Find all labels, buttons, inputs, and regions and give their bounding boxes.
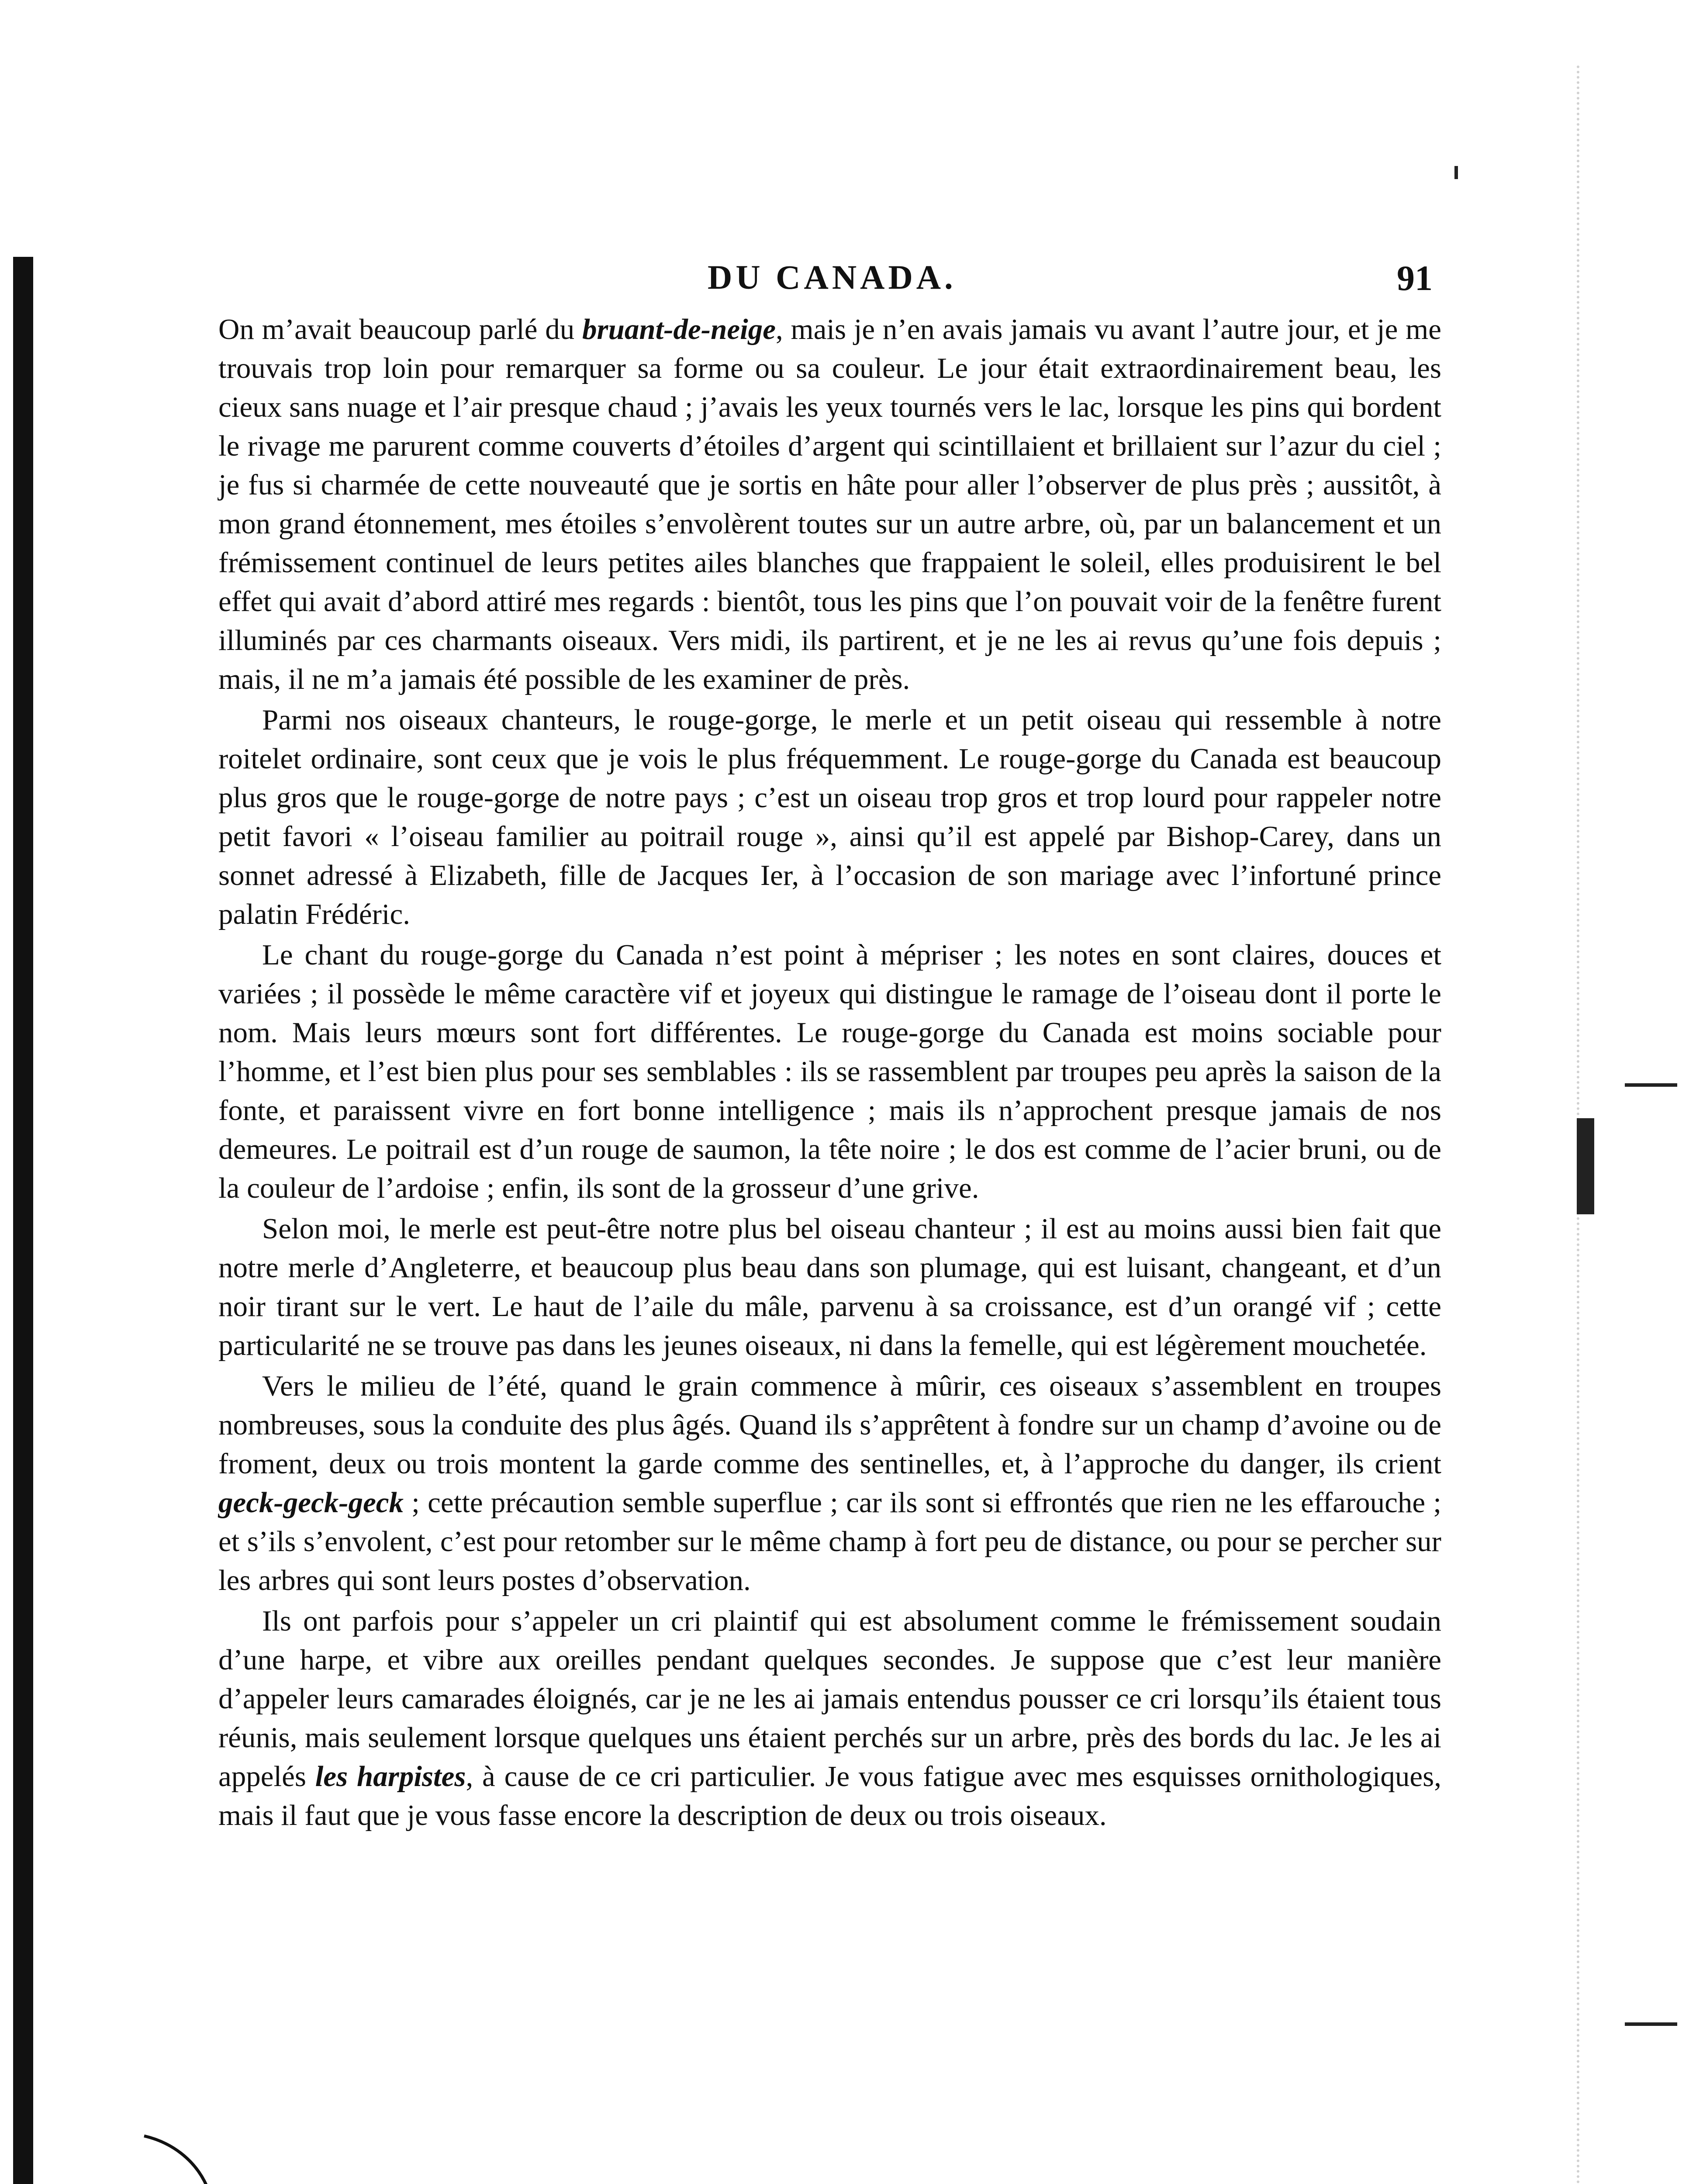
page-header [218, 258, 1441, 310]
scan-blot [1577, 1118, 1594, 1214]
text-run: Vers le milieu de l’été, quand le grain commence à mûrir, ces oiseaux s’assemblent en troupes nombreuses, sous la conduite des plus âgés. Quand ils s’apprêtent à fondre sur un champ d’avoine ou de froment, deux ou trois montent la garde comme des sentinelles, et, à l’approche du danger, ils crient [218, 1370, 1441, 1480]
italic-term: les harpistes [315, 1760, 466, 1793]
text-run: Parmi nos oiseaux chanteurs, le rouge-gorge, le merle et un petit oiseau qui ressemble à notre roitelet ordinaire, sont ceux que je vois le plus fréquemment. Le rouge-gorge du Canada est beaucoup plus gros que le rouge-gorge de notre pays ; c’est un oiseau trop gros et trop lourd pour rappeler notre petit favori « l’oiseau familier au poitrail rouge », ainsi qu’il est appelé par Bishop-Carey, dans un sonnet adressé à Elizabeth, fille de Jacques Ier, à l’occasion de son mariage avec l’infortuné prince palatin Frédéric. [218, 704, 1441, 930]
margin-rule [1625, 2022, 1677, 2026]
text-run: , mais je n’en avais jamais vu avant l’autre jour, et je me trouvais trop loin pour remarquer sa forme ou sa couleur. Le jour était extraordinairement beau, les cieux sans nuage et l’air presque chaud ; j’avais les yeux tournés vers le lac, lorsque les pins qui bordent le rivage me parurent comme couverts d’étoiles d’argent qui scintillaient et brillaient sur l’azur du ciel ; je fus si charmée de cette nouveauté que je sortis en hâte pour aller l’observer de plus près ; aussitôt, à mon grand étonnement, mes étoiles s’envolèrent toutes sur un autre arbre, où, par un balancement et un frémissement continuel de leurs petites ailes blanches que frappaient le soleil, elles produisirent le bel effet qui avait d’abord attiré mes regards : bientôt, tous les pins que l’on pouvait voir de la fenêtre furent illuminés par ces charmants oiseaux. Vers midi, ils partirent, et je ne les ai revus qu’une fois depuis ; mais, il ne m’a jamais été possible de les examiner de près. [218, 313, 1441, 695]
scan-speck [1454, 166, 1458, 179]
text-run: On m’avait beaucoup parlé du [218, 313, 583, 346]
text-run: ; cette précaution semble superflue ; car ils sont si effrontés que rien ne les effarouche ; et s’ils s’envolent, c’est pour retomber sur le même champ à fort peu de distance, ou pour se percher sur les arbres qui sont leurs postes d’observation. [218, 1486, 1441, 1597]
scan-edge-bar [13, 257, 33, 2184]
margin-rule [1625, 1083, 1677, 1087]
paragraph [218, 1602, 1441, 1835]
text-run: , à cause de ce cri particulier. Je vous fatigue avec mes esquisses ornithologiques, mais il faut que je vous fasse encore la description de deux ou trois oiseaux. [218, 1760, 1441, 1832]
italic-term: bruant-de-neige [582, 313, 776, 346]
paragraph [218, 701, 1441, 934]
text-run: Ils ont parfois pour s’appeler un cri plaintif qui est absolument comme le frémissement soudain d’une harpe, et vibre aux oreilles pendant quelques secondes. Je suppose que c’est leur manière d’appeler leurs camarades éloignés, car je ne les ai jamais entendus pousser ce cri lorsqu’ils étaient tous réunis, mais seulement lorsque quelques uns étaient perchés sur un arbre, près des bords du lac. Je les ai appelés [218, 1605, 1441, 1793]
body-text [218, 310, 1441, 1835]
paragraph [218, 1367, 1441, 1600]
pencil-bracket-mark [140, 2132, 236, 2184]
italic-term: geck-geck-geck [218, 1486, 404, 1519]
text-run: Le chant du rouge-gorge du Canada n’est point à mépriser ; les notes en sont claires, douces et variées ; il possède le même caractère vif et joyeux qui distingue le ramage de l’oiseau dont il porte le nom. Mais leurs mœurs sont fort différentes. Le rouge-gorge du Canada est moins sociable pour l’homme, et l’est bien plus pour ses semblables : ils se rassemblent par troupes peu après la saison de la fonte, et paraissent vivre en fort bonne intelligence ; mais ils n’approchent presque jamais de nos demeures. Le poitrail est d’un rouge de saumon, la tête noire ; le dos est comme de l’acier bruni, ou de la couleur de l’ardoise ; enfin, ils sont de la grosseur d’une grive. [218, 939, 1441, 1204]
page [218, 258, 1441, 1835]
paragraph [218, 1209, 1441, 1365]
running-title: DU CANADA. [708, 258, 957, 296]
paragraph [218, 310, 1441, 699]
page-number: 91 [1397, 258, 1433, 298]
text-run: Selon moi, le merle est peut-être notre plus bel oiseau chanteur ; il est au moins aussi bien fait que notre merle d’Angleterre, et beaucoup plus beau dans son plumage, qui est luisant, changeant, et d’un noir tirant sur le vert. Le haut de l’aile du mâle, parvenu à sa croissance, est d’un orangé vif ; cette particularité ne se trouve pas dans les jeunes oiseaux, ni dans la femelle, qui est légèrement mouchetée. [218, 1213, 1441, 1362]
paragraph [218, 936, 1441, 1208]
